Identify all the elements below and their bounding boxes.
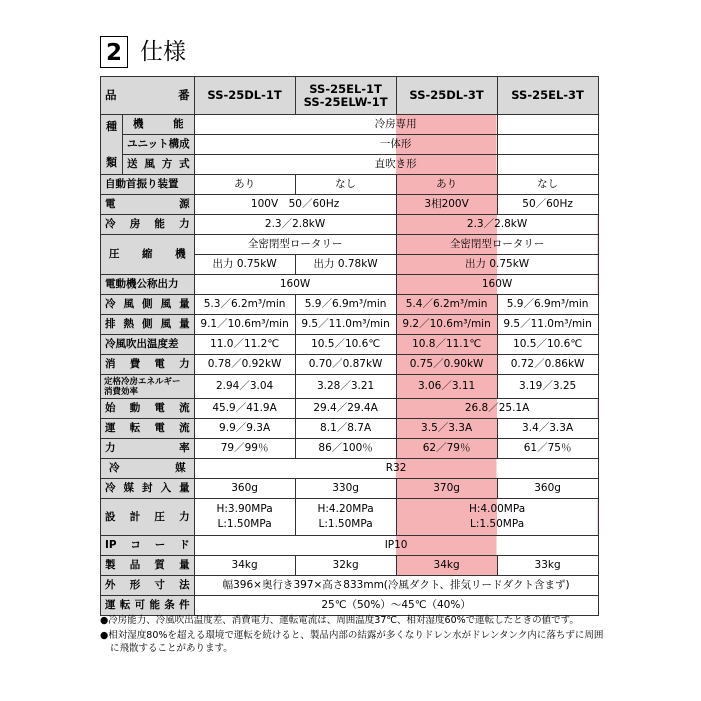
note-2: ●相対湿度80%を超える環境で運転を続けると、製品内部の結露が多くなりドレン水がドレンタンク内に落ちずに周囲に飛散することがあります。	[100, 630, 604, 654]
temp-diff-2: 10.5／10.6℃	[295, 335, 396, 355]
ip-value: IP10	[194, 536, 598, 556]
cool-air-1: 5.3／6.2m³/min	[194, 295, 295, 315]
consumption-1: 0.78／0.92kW	[194, 355, 295, 375]
note-1: ●冷房能力、冷風吹出温度差、消費電力、運転電流は、周囲温度37℃、相対湿度60%で運転したときの値です。	[100, 615, 579, 626]
power-1: 100V 50／60Hz	[194, 195, 396, 215]
efficiency-2: 3.28／3.21	[295, 375, 396, 399]
exhaust-4: 9.5／11.0m³/min	[497, 315, 598, 335]
row-run-current	[101, 419, 599, 439]
pressure-label: 設計圧力	[101, 499, 195, 536]
row-unit	[101, 135, 599, 155]
charge-3: 370g	[396, 479, 497, 499]
mass-2: 32kg	[295, 556, 396, 576]
row-start-current	[101, 399, 599, 419]
row-consumption	[101, 355, 599, 375]
start-current-1: 45.9／41.9A	[194, 399, 295, 419]
power-3: 3相200V	[396, 195, 497, 215]
start-current-3: 26.8／25.1A	[396, 399, 598, 419]
row-cool-air	[101, 295, 599, 315]
model-1: SS-25DL-1T	[194, 77, 295, 115]
motor-label: 電動機公称出力	[101, 275, 195, 295]
swing-label: 自動首振り装置	[101, 175, 195, 195]
charge-1: 360g	[194, 479, 295, 499]
row-swing	[101, 175, 599, 195]
row-pressure	[101, 499, 599, 536]
blow-value: 直吹き形	[194, 155, 497, 175]
capacity-1: 2.3／2.8kW	[194, 215, 396, 235]
swing-2: なし	[295, 175, 396, 195]
dims-value: 幅396×奥行き397×高さ833mm(冷風ダクト、排気リードダクト含まず)	[194, 576, 598, 596]
row-dims	[101, 576, 599, 596]
operating-label: 運転可能条件	[101, 596, 195, 616]
exhaust-1: 9.1／10.6m³/min	[194, 315, 295, 335]
motor-2: 160W	[396, 275, 598, 295]
power-factor-label: 力 率	[101, 439, 195, 459]
compressor-output-1: 出力 0.75kW	[194, 255, 295, 275]
section-number: 2	[100, 36, 128, 68]
model-4: SS-25EL-3T	[497, 77, 598, 115]
start-current-2: 29.4／29.4A	[295, 399, 396, 419]
row-charge	[101, 479, 599, 499]
consumption-4: 0.72／0.86kW	[497, 355, 598, 375]
compressor-label: 圧縮機	[101, 235, 195, 275]
function-value: 冷房専用	[194, 115, 497, 135]
charge-2: 330g	[295, 479, 396, 499]
type-category: 種 類	[101, 115, 123, 175]
capacity-2: 2.3／2.8kW	[396, 215, 598, 235]
pressure-3: H:4.00MPa L:1.50MPa	[396, 499, 598, 536]
compressor-output-3: 出力 0.75kW	[396, 255, 598, 275]
efficiency-label: 定格冷房エネルギー 消費効率	[101, 375, 195, 399]
compressor-type-1: 全密閉型ロータリー	[194, 235, 396, 255]
motor-1: 160W	[194, 275, 396, 295]
power-factor-3: 62／79％	[396, 439, 497, 459]
pressure-1: H:3.90MPa L:1.50MPa	[194, 499, 295, 536]
function-value-4	[497, 115, 598, 135]
row-mass	[101, 556, 599, 576]
row-operating	[101, 596, 599, 616]
notes	[100, 614, 605, 657]
run-current-label: 運転電流	[101, 419, 195, 439]
cool-air-4: 5.9／6.9m³/min	[497, 295, 598, 315]
pressure-2: H:4.20MPa L:1.50MPa	[295, 499, 396, 536]
temp-diff-3: 10.8／11.1℃	[396, 335, 497, 355]
blow-label: 送風方式	[123, 155, 195, 175]
unit-value: 一体形	[194, 135, 497, 155]
power-label: 電 源	[101, 195, 195, 215]
mass-3: 34kg	[396, 556, 497, 576]
refrigerant-label: 冷 媒	[101, 459, 195, 479]
start-current-label: 始動電流	[101, 399, 195, 419]
row-ip	[101, 536, 599, 556]
temp-diff-1: 11.0／11.2℃	[194, 335, 295, 355]
temp-diff-label: 冷風吹出温度差	[101, 335, 195, 355]
cool-air-3: 5.4／6.2m³/min	[396, 295, 497, 315]
exhaust-2: 9.5／11.0m³/min	[295, 315, 396, 335]
row-efficiency	[101, 375, 599, 399]
swing-3: あり	[396, 175, 497, 195]
row-refrigerant	[101, 459, 599, 479]
row-power-factor	[101, 439, 599, 459]
exhaust-label: 排熱側風量	[101, 315, 195, 335]
model-label: 品 番	[101, 77, 195, 115]
header-row	[101, 77, 599, 115]
swing-4: なし	[497, 175, 598, 195]
compressor-type-2: 全密閉型ロータリー	[396, 235, 598, 255]
run-current-2: 8.1／8.7A	[295, 419, 396, 439]
dims-label: 外形寸法	[101, 576, 195, 596]
temp-diff-4: 10.5／10.6℃	[497, 335, 598, 355]
consumption-3: 0.75／0.90kW	[396, 355, 497, 375]
refrigerant-value: R32	[194, 459, 598, 479]
efficiency-1: 2.94／3.04	[194, 375, 295, 399]
charge-label: 冷媒封入量	[101, 479, 195, 499]
mass-1: 34kg	[194, 556, 295, 576]
operating-value: 25℃（50%）～45℃（40%）	[194, 596, 598, 616]
model-3: SS-25DL-3T	[396, 77, 497, 115]
power-factor-4: 61／75％	[497, 439, 598, 459]
consumption-label: 消費電力	[101, 355, 195, 375]
compressor-output-2: 出力 0.78kW	[295, 255, 396, 275]
efficiency-4: 3.19／3.25	[497, 375, 598, 399]
ip-label: IPコード	[101, 536, 195, 556]
row-compressor-type	[101, 235, 599, 255]
efficiency-3: 3.06／3.11	[396, 375, 497, 399]
model-2: SS-25EL-1T SS-25ELW-1T	[295, 77, 396, 115]
power-factor-2: 86／100％	[295, 439, 396, 459]
charge-4: 360g	[497, 479, 598, 499]
consumption-2: 0.70／0.87kW	[295, 355, 396, 375]
row-temp-diff	[101, 335, 599, 355]
section-title: 仕様	[140, 39, 186, 65]
power-factor-1: 79／99％	[194, 439, 295, 459]
mass-label: 製品質量	[101, 556, 195, 576]
cool-air-2: 5.9／6.9m³/min	[295, 295, 396, 315]
cool-air-label: 冷風側風量	[101, 295, 195, 315]
exhaust-3: 9.2／10.6m³/min	[396, 315, 497, 335]
power-4: 50／60Hz	[497, 195, 598, 215]
row-function	[101, 115, 599, 135]
capacity-label: 冷房能力	[101, 215, 195, 235]
unit-label: ユニット構成	[123, 135, 195, 155]
run-current-3: 3.5／3.3A	[396, 419, 497, 439]
unit-value-4	[497, 135, 598, 155]
run-current-4: 3.4／3.3A	[497, 419, 598, 439]
mass-4: 33kg	[497, 556, 598, 576]
swing-1: あり	[194, 175, 295, 195]
run-current-1: 9.9／9.3A	[194, 419, 295, 439]
row-blow	[101, 155, 599, 175]
row-exhaust	[101, 315, 599, 335]
function-label: 機 能	[123, 115, 195, 135]
row-capacity	[101, 215, 599, 235]
spec-table	[100, 76, 599, 616]
blow-value-4	[497, 155, 598, 175]
row-motor	[101, 275, 599, 295]
row-power	[101, 195, 599, 215]
